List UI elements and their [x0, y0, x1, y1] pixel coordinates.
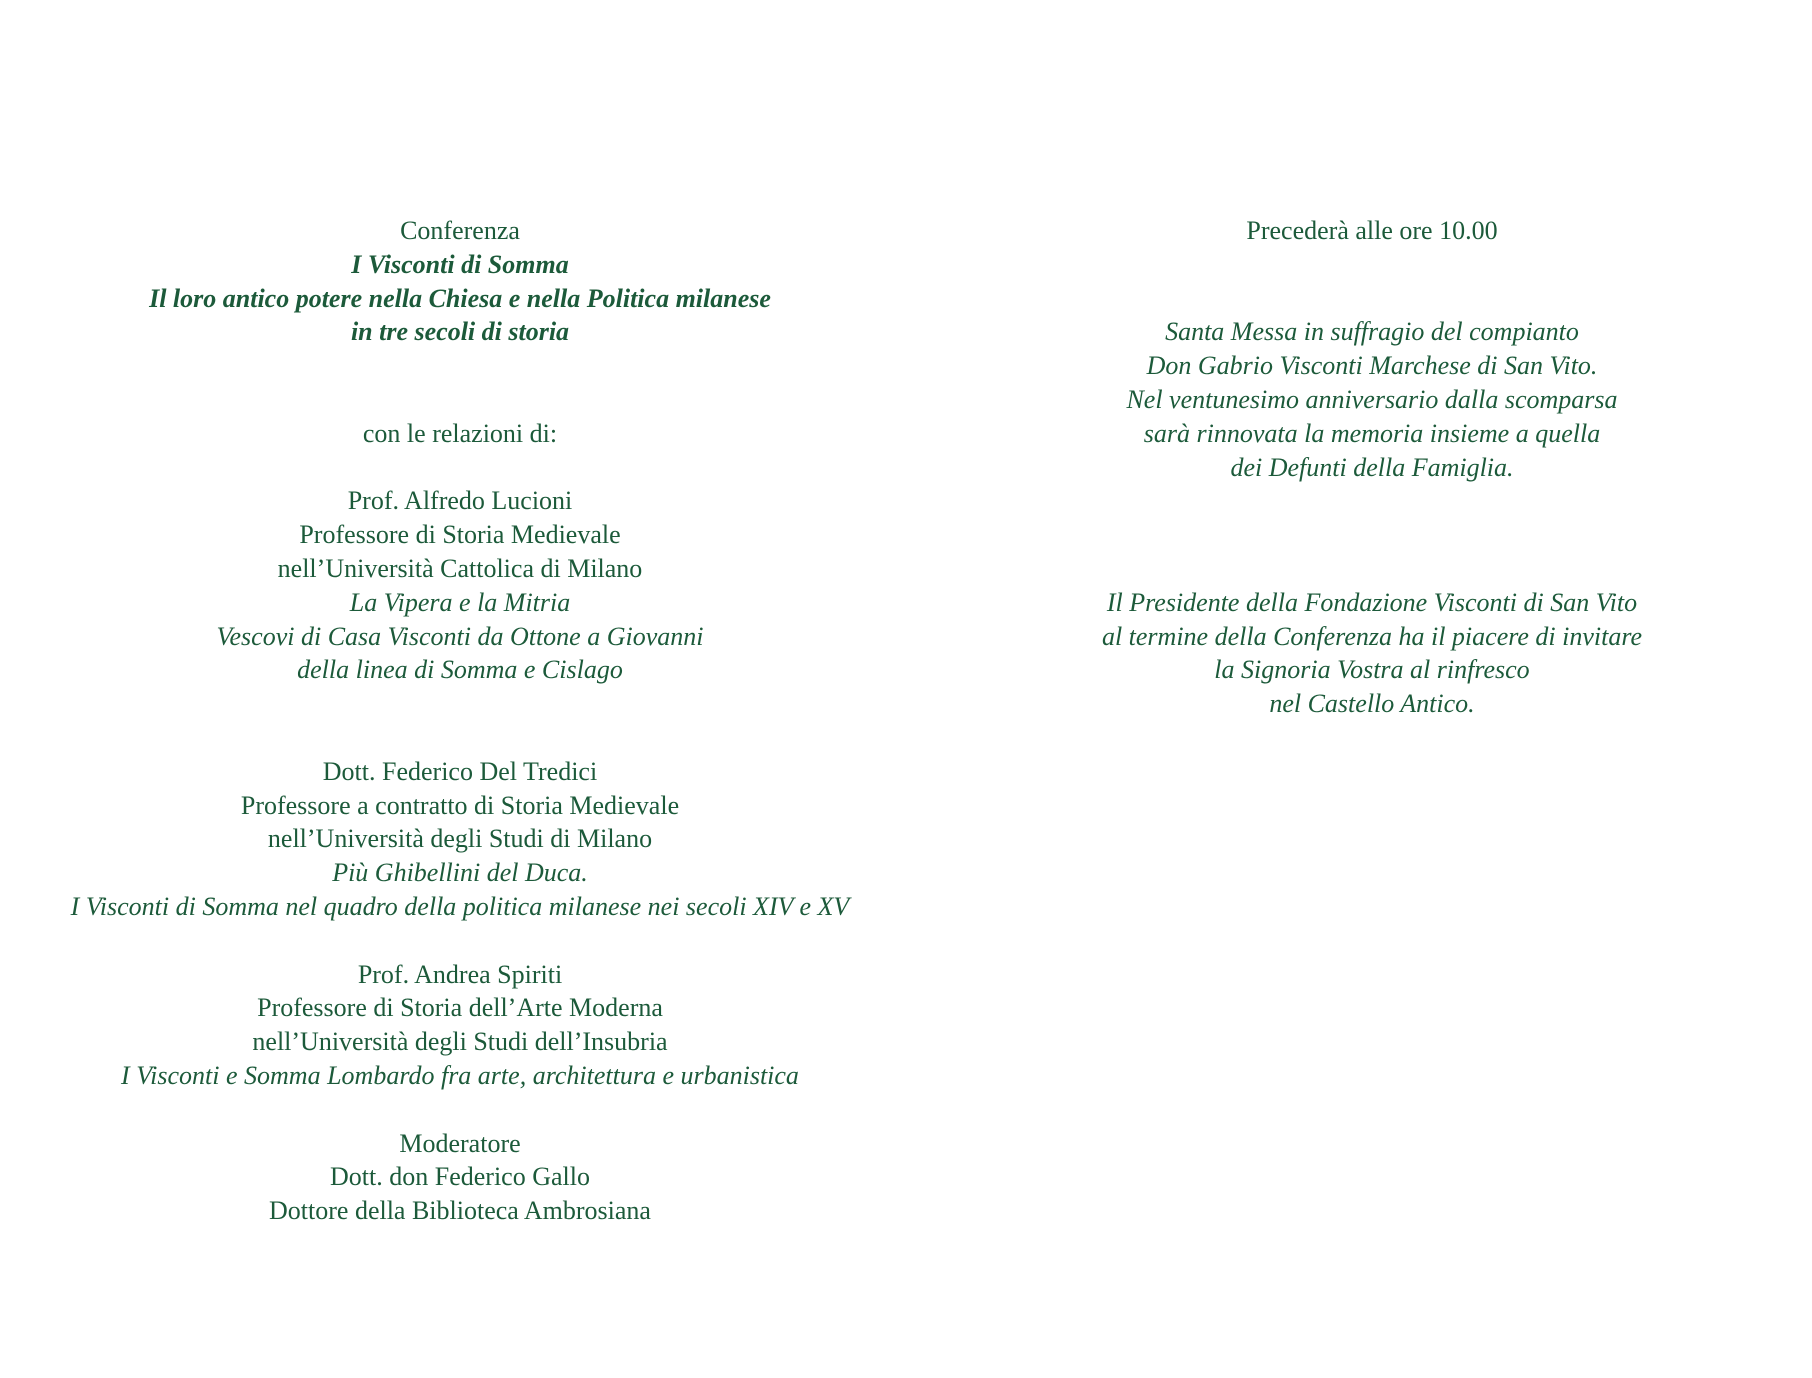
invitation-line: Il Presidente della Fondazione Visconti di San Vito	[1106, 587, 1638, 617]
invitation-line: al termine della Conferenza ha il piacere di invitare	[1101, 621, 1643, 651]
speaker-institution: nell’Università degli Studi dell’Insubria	[252, 1027, 668, 1057]
speaker-role: Professore a contratto di Storia Medievale	[240, 790, 680, 820]
spacer	[30, 451, 890, 485]
mass-line: dei Defunti della Famiglia.	[1230, 452, 1514, 482]
conference-label: Conferenza	[400, 216, 520, 245]
talk-title-line: La Vipera e la Mitria	[349, 587, 571, 617]
speaker-name: Prof. Alfredo Lucioni	[347, 486, 573, 516]
invitation-block	[1052, 586, 1692, 721]
speaker-role: Professore di Storia dell’Arte Moderna	[257, 993, 663, 1023]
preface-line: Precederà alle ore 10.00	[1246, 216, 1498, 245]
speaker-institution: nell’Università degli Studi di Milano	[267, 824, 653, 854]
talk-title-line: Più Ghibellini del Duca.	[332, 858, 588, 888]
invitation-line: nel Castello Antico.	[1269, 689, 1475, 719]
speaker-name: Prof. Andrea Spiriti	[357, 959, 563, 989]
speaker-name: Dott. Federico Del Tredici	[322, 756, 598, 786]
moderator-role: Dottore della Biblioteca Ambrosiana	[269, 1196, 651, 1226]
speaker-role: Professore di Storia Medievale	[299, 520, 621, 550]
speaker-block	[30, 484, 890, 687]
speaker-institution: nell’Università Cattolica di Milano	[277, 553, 643, 583]
mass-line: Santa Messa in suffragio del compianto	[1165, 317, 1579, 347]
mass-line: Nel ventunesimo anniversario dalla scomparsa	[1126, 384, 1618, 414]
talk-title-line: I Visconti e Somma Lombardo fra arte, architettura e urbanistica	[121, 1060, 799, 1090]
conference-column	[30, 214, 890, 1228]
talk-title-line: della linea di Somma e Cislago	[297, 655, 623, 685]
invitation-line: la Signoria Vostra al rinfresco	[1214, 655, 1530, 685]
mass-line: sarà rinnovata la memoria insieme a quella	[1143, 418, 1601, 448]
conference-title-line: in tre secoli di storia	[350, 317, 570, 347]
spacer	[1052, 248, 1692, 316]
mass-line: Don Gabrio Visconti Marchese di San Vito.	[1146, 351, 1598, 381]
moderator-name: Dott. don Federico Gallo	[330, 1162, 590, 1192]
mass-block	[1052, 315, 1692, 484]
talk-title-line: Vescovi di Casa Visconti da Ottone a Giovanni	[216, 621, 704, 651]
conference-title-line: I Visconti di Somma	[351, 249, 569, 279]
spacer	[30, 349, 890, 417]
conference-title-line: Il loro antico potere nella Chiesa e nella Politica milanese	[149, 283, 771, 313]
speaker-block	[30, 958, 890, 1093]
moderator-block	[30, 1127, 890, 1228]
talk-title-line: I Visconti di Somma nel quadro della politica milanese nei secoli XIV e XV	[70, 891, 850, 921]
spacer	[30, 687, 890, 755]
moderator-label: Moderatore	[399, 1128, 521, 1158]
relations-intro: con le relazioni di:	[362, 418, 558, 448]
program-column	[1052, 214, 1692, 721]
spacer	[30, 924, 890, 958]
spacer	[30, 1093, 890, 1127]
speaker-block	[30, 755, 890, 924]
spacer	[1052, 484, 1692, 585]
